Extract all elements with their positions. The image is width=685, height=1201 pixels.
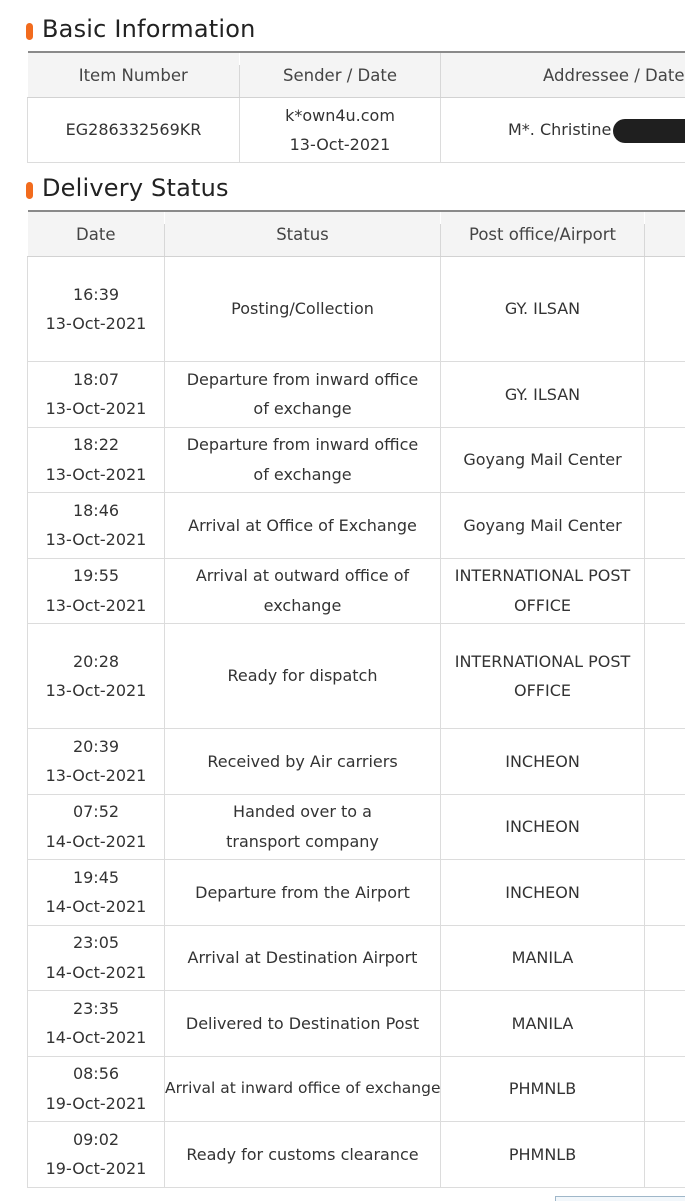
date-cell (28, 1056, 165, 1122)
time: 23:05 (28, 928, 164, 958)
office-cell: MANILA (441, 991, 645, 1057)
status-header-row (28, 211, 685, 257)
status-cell: Ready for dispatch (165, 624, 441, 729)
sender-name: k*own4u.com (240, 101, 440, 131)
time: 19:45 (28, 863, 164, 893)
time: 19:55 (28, 561, 164, 591)
status-cell: Departure from the Airport (165, 860, 441, 926)
date: 13-Oct-2021 (28, 309, 164, 339)
date: 14-Oct-2021 (28, 1023, 164, 1053)
office-cell: INCHEON (441, 794, 645, 860)
extra-cell (645, 362, 685, 428)
table-row (28, 493, 685, 559)
office-cell: INTERNATIONAL POST OFFICE (441, 558, 645, 624)
status-cell: Delivered to Destination Post (165, 991, 441, 1057)
date-cell (28, 1122, 165, 1188)
table-row (28, 427, 685, 493)
table-row (28, 729, 685, 795)
extra-cell (645, 624, 685, 729)
basic-info-row (28, 98, 685, 163)
extra-cell (645, 257, 685, 362)
basic-information-title: Basic Information (42, 15, 256, 43)
status-cell: Received by Air carriers (165, 729, 441, 795)
orange-bullet-icon (26, 23, 33, 40)
header-post-office-label: Post office/Airport (469, 225, 616, 244)
date: 13-Oct-2021 (28, 460, 164, 490)
table-row (28, 558, 685, 624)
table-row (28, 1056, 685, 1122)
header-date: Date (28, 211, 165, 257)
table-row (28, 624, 685, 729)
date-cell (28, 558, 165, 624)
extra-cell (645, 729, 685, 795)
time: 18:46 (28, 496, 164, 526)
date: 13-Oct-2021 (28, 394, 164, 424)
status-cell: Arrival at inward office of exchange (165, 1056, 441, 1122)
date-cell (28, 427, 165, 493)
status-cell: Departure from inward office of exchange (165, 427, 441, 493)
office-cell: INCHEON (441, 860, 645, 926)
office-cell: PHMNLB (441, 1056, 645, 1122)
item-number-cell: EG286332569KR (28, 98, 240, 163)
basic-information-table (27, 51, 685, 163)
extra-cell (645, 1122, 685, 1188)
office-cell: MANILA (441, 925, 645, 991)
office-cell: INCHEON (441, 729, 645, 795)
date-cell (28, 991, 165, 1057)
office-cell: Goyang Mail Center (441, 493, 645, 559)
date-cell (28, 925, 165, 991)
status-cell: Posting/Collection (165, 257, 441, 362)
date: 19-Oct-2021 (28, 1089, 164, 1119)
date: 13-Oct-2021 (28, 676, 164, 706)
date: 14-Oct-2021 (28, 892, 164, 922)
header-sender-date (240, 52, 441, 98)
basic-information-heading (26, 12, 256, 46)
extra-cell (645, 493, 685, 559)
extra-cell (645, 558, 685, 624)
office-cell: INTERNATIONAL POST OFFICE (441, 624, 645, 729)
date: 14-Oct-2021 (28, 958, 164, 988)
date: 13-Oct-2021 (28, 591, 164, 621)
header-sender-date-label: Sender / Date (283, 66, 397, 85)
date: 13-Oct-2021 (28, 761, 164, 791)
header-status-label: Status (276, 225, 329, 244)
orange-bullet-icon (26, 182, 33, 199)
office-cell: GY. ILSAN (441, 362, 645, 428)
extra-cell (645, 427, 685, 493)
table-row (28, 860, 685, 926)
table-row (28, 257, 685, 362)
date: 13-Oct-2021 (28, 525, 164, 555)
date: 19-Oct-2021 (28, 1154, 164, 1184)
sender-date-cell (240, 98, 441, 163)
time: 23:35 (28, 994, 164, 1024)
date-cell (28, 257, 165, 362)
extra-cell (645, 925, 685, 991)
office-cell: Goyang Mail Center (441, 427, 645, 493)
addressee-cell (441, 98, 685, 163)
addressee-name: M*. Christine (508, 120, 611, 139)
header-item-number: Item Number (28, 52, 240, 98)
status-cell: Ready for customs clearance (165, 1122, 441, 1188)
sender-date: 13-Oct-2021 (240, 130, 440, 160)
table-row (28, 1122, 685, 1188)
time: 08:56 (28, 1059, 164, 1089)
time: 09:02 (28, 1125, 164, 1155)
delivery-status-heading (26, 171, 229, 205)
table-row (28, 925, 685, 991)
basic-header-row (28, 52, 685, 98)
status-cell: Departure from inward office of exchange (165, 362, 441, 428)
date: 14-Oct-2021 (28, 827, 164, 857)
header-status (165, 211, 441, 257)
time: 16:39 (28, 280, 164, 310)
date-cell (28, 493, 165, 559)
table-row (28, 362, 685, 428)
header-post-office (441, 211, 645, 257)
redaction-bar (613, 119, 685, 143)
time: 20:39 (28, 732, 164, 762)
time: 20:28 (28, 647, 164, 677)
office-cell: GY. ILSAN (441, 257, 645, 362)
status-cell: Arrival at Office of Exchange (165, 493, 441, 559)
date-cell (28, 362, 165, 428)
header-addressee-date (441, 52, 685, 98)
table-row (28, 991, 685, 1057)
status-cell: Arrival at Destination Airport (165, 925, 441, 991)
status-cell: Handed over to a transport company (165, 794, 441, 860)
date-cell (28, 794, 165, 860)
partial-panel-edge (555, 1196, 685, 1201)
office-cell: PHMNLB (441, 1122, 645, 1188)
time: 18:22 (28, 430, 164, 460)
date-cell (28, 860, 165, 926)
delivery-status-table (27, 210, 685, 1188)
status-cell: Arrival at outward office of exchange (165, 558, 441, 624)
delivery-status-title: Delivery Status (42, 174, 229, 202)
extra-cell (645, 860, 685, 926)
time: 18:07 (28, 365, 164, 395)
extra-cell (645, 794, 685, 860)
extra-cell (645, 991, 685, 1057)
table-row (28, 794, 685, 860)
date-cell (28, 729, 165, 795)
header-addressee-date-label: Addressee / Date (543, 66, 685, 85)
date-cell (28, 624, 165, 729)
header-extra (645, 211, 685, 257)
time: 07:52 (28, 797, 164, 827)
extra-cell (645, 1056, 685, 1122)
